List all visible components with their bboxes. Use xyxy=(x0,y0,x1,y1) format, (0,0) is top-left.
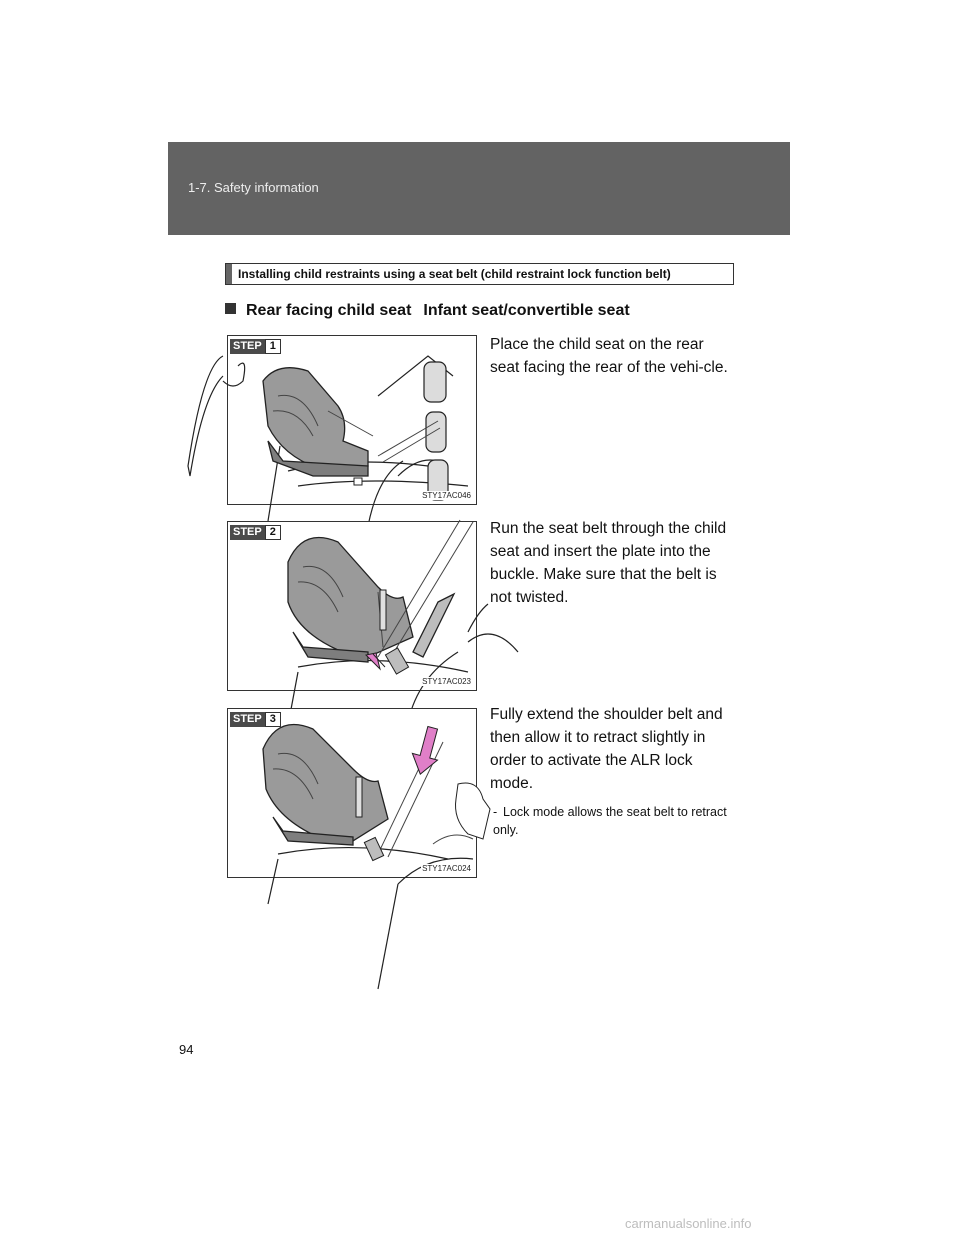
step-3-text: Fully extend the shoulder belt and then allow it to retract slightly in order to activate the ALR lock mode. xyxy=(490,706,723,792)
step-number: 1 xyxy=(265,339,281,354)
figure-id: STY17AC024 xyxy=(422,864,471,873)
note-text: Lock mode allows the seat belt to retract only. xyxy=(493,805,727,837)
step-3-note xyxy=(493,803,733,839)
subsection-subtitle: Infant seat/convertible seat xyxy=(423,302,630,319)
square-bullet-icon xyxy=(225,303,236,314)
page-number: 94 xyxy=(179,1042,194,1057)
step-1-illustration xyxy=(227,335,477,505)
step-2-badge xyxy=(230,525,281,540)
shoulder-belt-extend-drawing xyxy=(228,709,478,879)
section-title-bar xyxy=(225,263,734,285)
step-2-text: Run the seat belt through the child seat and insert the plate into the buckle. Make sure that the belt is not twisted. xyxy=(490,520,727,606)
step-number: 2 xyxy=(265,525,281,540)
chapter-title: 1-7. Safety information xyxy=(188,180,319,195)
watermark: carmanualsonline.info xyxy=(625,1216,752,1231)
figure-id: STY17AC023 xyxy=(422,677,471,686)
step-3-illustration xyxy=(227,708,477,878)
dash-bullet: - xyxy=(493,805,498,819)
section-tab-marker xyxy=(226,264,232,284)
child-seat-rear-seat-drawing xyxy=(228,336,478,506)
figure-id: STY17AC046 xyxy=(422,491,471,500)
chapter-header xyxy=(168,142,790,235)
step-1-badge xyxy=(230,339,281,354)
step-2-illustration xyxy=(227,521,477,691)
step-label: STEP xyxy=(230,339,265,354)
subsection-title: Rear facing child seat xyxy=(246,302,412,319)
subsection-heading xyxy=(225,302,630,320)
step-number: 3 xyxy=(265,712,281,727)
section-title: Installing child restraints using a seat belt (child restraint lock function belt) xyxy=(238,267,671,281)
step-3-badge xyxy=(230,712,281,727)
step-label: STEP xyxy=(230,712,265,727)
step-1-text: Place the child seat on the rear seat facing the rear of the vehi-cle. xyxy=(490,336,728,376)
seat-belt-buckle-drawing xyxy=(228,522,478,692)
step-label: STEP xyxy=(230,525,265,540)
